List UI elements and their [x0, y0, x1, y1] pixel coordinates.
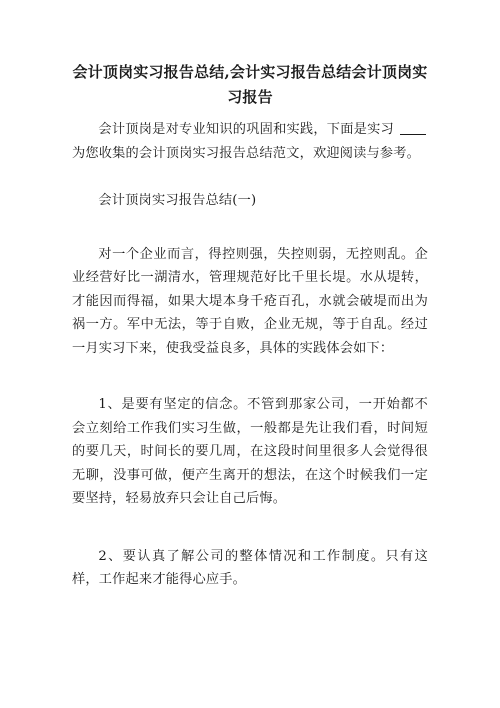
fill-in-blank — [400, 120, 426, 135]
intro-paragraph — [72, 118, 428, 165]
body-paragraph-3: 2、要认真了解公司的整体情况和工作制度。只有这样，工作起来才能得心应手。 — [72, 548, 428, 587]
intro-text-end: 为您收集的会计顶岗实习报告总结范文，欢迎阅读与参考。 — [72, 145, 421, 161]
intro-text-start: 会计顶岗是对专业知识的巩固和实践，下面是实习 — [98, 122, 394, 137]
document-title: 会计顶岗实习报告总结,会计实习报告总结会计顶岗实习报告 — [72, 63, 428, 106]
body-paragraph-1: 对一个企业而言，得控则强，失控则弱，无控则乱。企业经营好比一湖清水，管理规范好比千里长堤。水从堤转，才能因而得福，如果大堤本身千疮百孔，水就会破堤而出为祸一方。军中无法，等于自败，企业无规，等于自乱。经过一月实习下来，使我受益良多，具体的实践体会如下： — [72, 246, 428, 356]
section-heading: 会计顶岗实习报告总结(一) — [98, 193, 257, 208]
body-paragraph-2: 1、是要有坚定的信念。不管到那家公司，一开始都不会立刻给工作我们实习生做，一般都是先让我们看，时间短的要几天，时间长的要几周，在这段时间里很多人会觉得很无聊，没事可做，便产生离开的想法，在这个时候我们一定要坚持，轻易放弃只会让自己后悔。 — [72, 397, 428, 506]
